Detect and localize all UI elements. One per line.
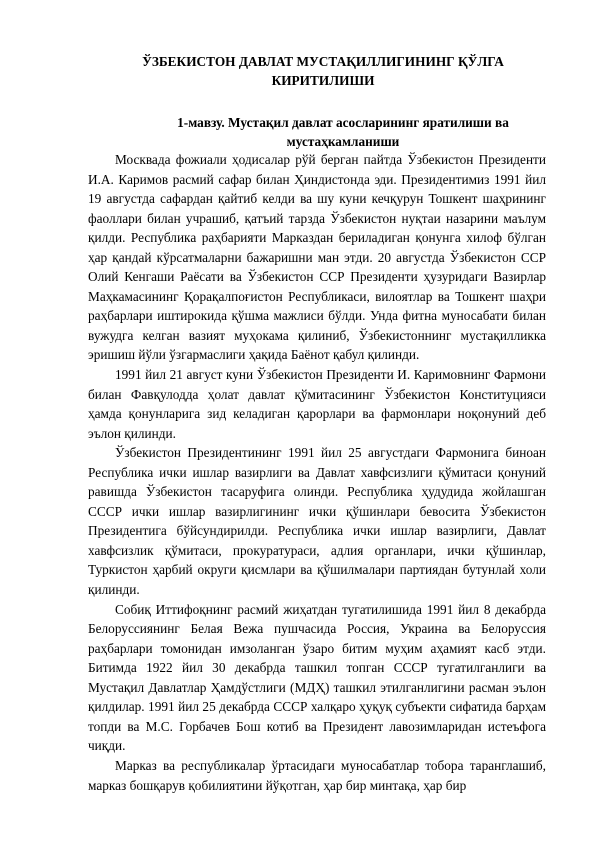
- paragraph-decree-21-august: 1991 йил 21 август куни Ўзбекистон Президенти И. Каримовнинг Фармони билан Фавқулодда ҳолат давлат қўмитасининг Ўзбекистон Конституцияси ҳамда қонунларига зид келадиган қарорлари ва фармонлари ноқонуний деб эълон қилинди.: [88, 367, 546, 441]
- paragraph-center-relations: Марказ ва республикалар ўртасидаги муносабатлар тобора таранглашиб, марказ бошқарув қобилиятини йўқотган, ҳар бир минтақа, ҳар бир: [88, 757, 546, 793]
- document-title: ЎЗБЕКИСТОН ДАВЛАТ МУСТАҚИЛЛИГИНИНГ ҚЎЛГА КИРИТИЛИШИ: [142, 54, 504, 88]
- body-text: [88, 150, 546, 832]
- paragraph-decree-25-august: Ўзбекистон Президентининг 1991 йил 25 августдаги Фармонига биноан Республика ички ишлар вазирлиги ва Давлат хавфсизлиги қўмитаси қонуний равишда Ўзбекистон тасаруфига олинди. Республика ҳудудида жойлашган СССР ички ишлар вазирлигининг ички қўшинлари бевосита Ўзбекистон Президентига бўйсундирилди. Республика ички ишлар вазирлиги, Давлат хавфсизлик қўмитаси, прокуратураси, адлия органлари, ички қўшинлар, Туркистон ҳарбий округи қисмлари ва қўшилмалари партиядан бутунлай холи қилинди.: [88, 445, 546, 598]
- section-title: 1-мавзу. Мустақил давлат асосларининг яратилиши ва мустаҳкамланиши: [177, 115, 509, 149]
- paragraph-august-events: Москвада фожиали ҳодисалар рўй берган пайтда Ўзбекистон Президенти И.А. Каримов расмий сафар билан Ҳиндистонда эди. Президентимиз 1991 йил 19 августда сафардан қайтиб келди ва шу куни кечқурун Тошкент шаҳрининг фаоллари билан учрашиб, қатъий тарзда Ўзбекистон нуқтаи назарини маълум қилди. Республика раҳбарияти Марказдан бериладиган қонунга хилоф бўлган ҳар қандай кўрсатмаларни бажаришни ман этди. 20 августда Ўзбекистон ССР Олий Кенгаши Раёсати ва Ўзбекистон ССР Президенти ҳузуридаги Вазирлар Маҳкамасининг Қорақалпоғистон Республикаси, вилоятлар ва Тошкент шаҳри раҳбарлари иштирокида қўшма мажлиси бўлди. Унда фитна муносабати билан вужудга келган вазият муҳокама қилиниб, Ўзбекистоннинг мустақилликка эришиш йўли ўзгармаслиги ҳақида Баёнот қабул қилинди.: [88, 152, 546, 363]
- paragraph-ussr-dissolution: Собиқ Иттифоқнинг расмий жиҳатдан тугатилишида 1991 йил 8 декабрда Белоруссиянинг Белая Вежа пушчасида Россия, Украина ва Белоруссия раҳбарлари томонидан имзоланган ўзаро битим муҳим аҳамият касб этди. Битимда 1922 йил 30 декабрда ташкил топган СССР тугатилганлиги ва Мустақил Давлатлар Ҳамдўстлиги (МДҲ) ташкил этилганлигини расман эълон қилдилар. 1991 йил 25 декабрда СССР халқаро ҳуқуқ субъекти сифатида барҳам топди ва М.С. Горбачев Бош котиб ва Президент лавозимларидан истеъфога чиқди.: [88, 601, 546, 754]
